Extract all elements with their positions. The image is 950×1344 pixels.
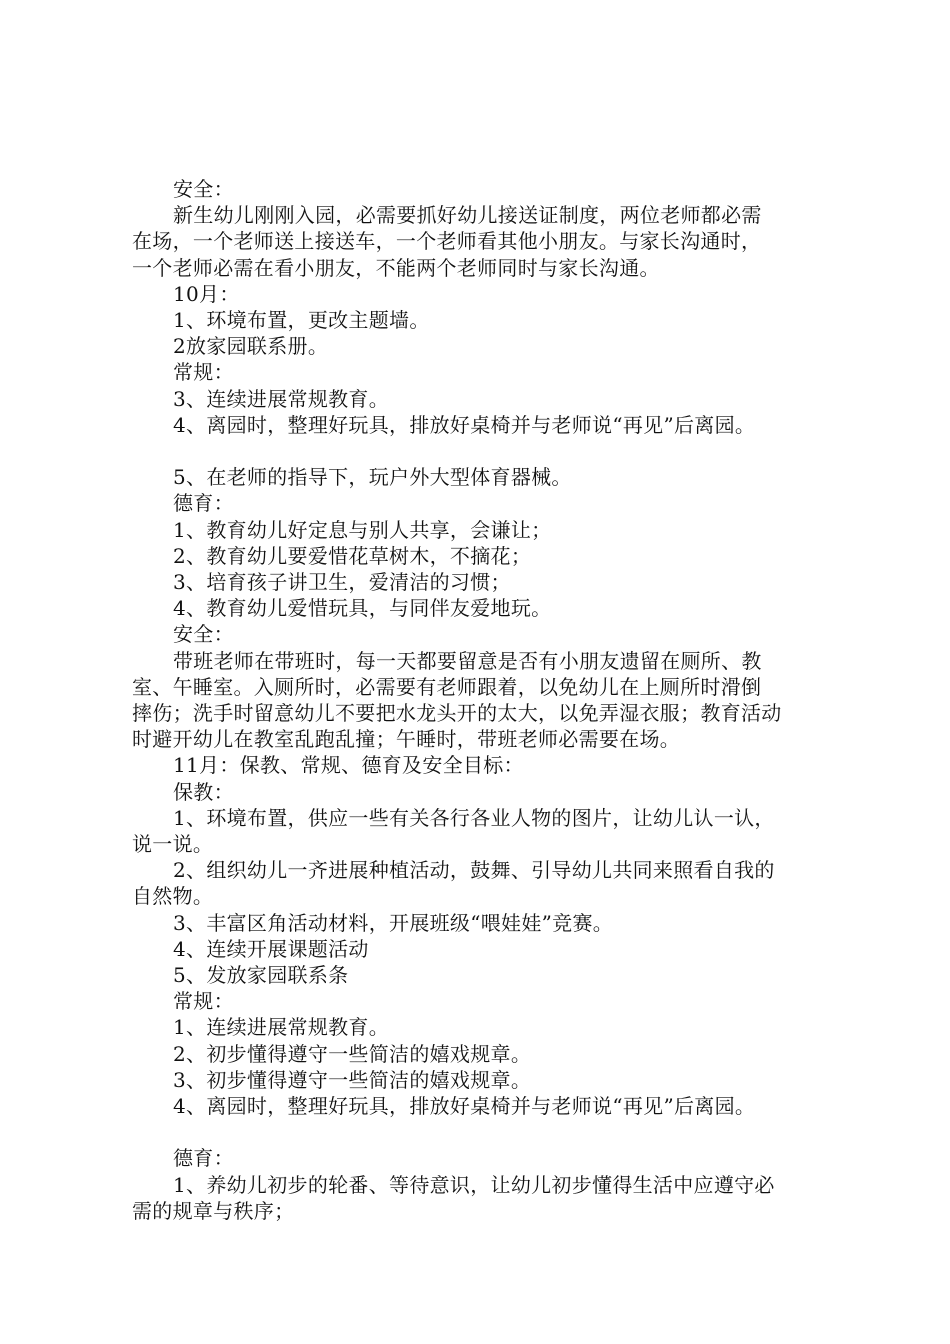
text-line: 1、环境布置，更改主题墙。 [173, 308, 430, 333]
text-line: 安全： [173, 622, 234, 647]
paragraph [132, 648, 832, 753]
text-line: 3、连续进展常规教育。 [173, 386, 390, 411]
paragraph-line: 带班老师在带班时，每一天都要留意是否有小朋友遗留在厕所、教 [173, 648, 762, 673]
paragraph-line: 摔伤；洗手时留意幼儿不要把水龙头开的太大，以免弄湿衣服；教育活动 [132, 701, 782, 726]
text-line: 2、初步懂得遵守一些简洁的嬉戏规章。 [173, 1041, 532, 1066]
document-page [132, 176, 832, 1224]
paragraph-line: 需的规章与秩序； [132, 1198, 295, 1223]
paragraph-line: 1、环境布置，供应一些有关各行各业人物的图片，让幼儿认一认， [173, 805, 775, 830]
blank-line [132, 1119, 832, 1145]
text-line: 2、教育幼儿要爱惜花草树木，不摘花； [173, 543, 532, 568]
paragraph-line: 说一说。 [132, 832, 214, 857]
text-line: 4、离园时，整理好玩具，排放好桌椅并与老师说“再见”后离园。 [173, 412, 756, 437]
text-line: 安全： [173, 177, 234, 201]
text-line: 常规： [173, 989, 234, 1014]
text-line: 德育： [173, 1146, 234, 1171]
paragraph-line: 1、养幼儿初步的轮番、等待意识，让幼儿初步懂得生活中应遵守必 [173, 1172, 775, 1197]
blank-line [132, 438, 832, 464]
text-line: 5、发放家园联系条 [173, 963, 349, 988]
text-line: 常规： [173, 360, 234, 385]
text-line: 保教： [173, 779, 234, 804]
paragraph [132, 805, 832, 857]
paragraph [132, 857, 832, 909]
text-line: 4、连续开展课题活动 [173, 936, 369, 961]
text-line: 2放家园联系册。 [173, 334, 329, 359]
paragraph [132, 1172, 832, 1224]
text-line: 4、离园时，整理好玩具，排放好桌椅并与老师说“再见”后离园。 [173, 1094, 756, 1119]
paragraph [132, 202, 832, 281]
paragraph-line: 自然物。 [132, 884, 214, 909]
text-line: 3、培育孩子讲卫生，爱清洁的习惯； [173, 570, 511, 595]
text-line: 德育： [173, 491, 234, 516]
paragraph-line: 一个老师必需在看小朋友，不能两个老师同时与家长沟通。 [132, 255, 660, 280]
text-line: 10月： [173, 281, 240, 306]
paragraph-line: 2、组织幼儿一齐进展种植活动，鼓舞、引导幼儿共同来照看自我的 [173, 858, 775, 883]
paragraph-line: 室、午睡室。入厕所时，必需要有老师跟着，以免幼儿在上厕所时滑倒 [132, 674, 762, 699]
paragraph-line: 在场，一个老师送上接送车，一个老师看其他小朋友。与家长沟通时， [132, 229, 762, 254]
paragraph-line: 时避开幼儿在教室乱跑乱撞；午睡时，带班老师必需要在场。 [132, 727, 681, 752]
text-line: 1、教育幼儿好定息与别人共享，会谦让； [173, 517, 552, 542]
text-line: 1、连续进展常规教育。 [173, 1015, 390, 1040]
paragraph-line: 新生幼儿刚刚入园，必需要抓好幼儿接送证制度，两位老师都必需 [173, 203, 762, 228]
text-line: 3、初步懂得遵守一些简洁的嬉戏规章。 [173, 1067, 532, 1092]
text-line: 4、教育幼儿爱惜玩具，与同伴友爱地玩。 [173, 596, 552, 621]
text-line: 11月：保教、常规、德育及安全目标： [173, 753, 524, 778]
text-line: 3、丰富区角活动材料，开展班级“喂娃娃”竞赛。 [173, 910, 614, 935]
text-line: 5、在老师的指导下，玩户外大型体育器械。 [173, 465, 572, 490]
